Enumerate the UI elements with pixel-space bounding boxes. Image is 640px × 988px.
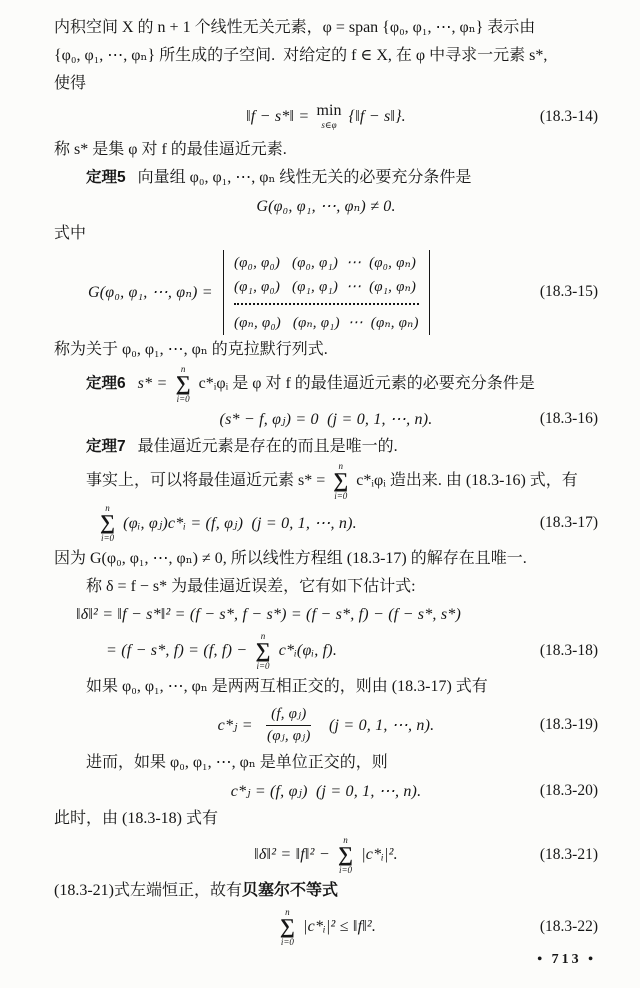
- sum-lower-limit: i=0: [280, 937, 294, 948]
- fact-line: [54, 461, 598, 502]
- best-approx-line: 称 s* 是集 φ 对 f 的最佳逼近元素.: [54, 141, 287, 158]
- bessel-pre: (18.3-21)式左端恒正，故有: [54, 882, 242, 900]
- eq16-formula: (s* − f, φⱼ) = 0 (j = 0, 1, ⋯, n).: [219, 410, 433, 428]
- min-limit: s∈φ: [321, 120, 337, 131]
- eq21-pre: ‖δ‖² = ‖f‖² −: [254, 846, 335, 864]
- determinant-row-2: (φ₁, φ₀) (φ₁, φ₁) ⋯ (φ₁, φₙ): [233, 278, 417, 295]
- intro-line-2: {φ₀, φ₁, ⋯, φₙ} 所生成的子空间. 对给定的 f ∈ X, 在 φ 中寻求一元素 s*,: [54, 47, 548, 64]
- orthogonal-line: 如果 φ₀, φ₁, ⋯, φₙ 是两两互相正交的，则由 (18.3-17) 式有: [86, 678, 488, 696]
- equation-18-3-20: [54, 777, 598, 805]
- sigma-icon: ∑: [333, 467, 349, 492]
- theorem6-label: 定理6: [86, 374, 126, 392]
- fraction-numerator: (f, φⱼ): [266, 705, 311, 726]
- sum-lower-limit: i=0: [334, 490, 348, 501]
- eq14-lhs: ‖f − s*‖ =: [246, 108, 314, 125]
- fact-post: c*ᵢφᵢ 造出来. 由 (18.3-16) 式，有: [352, 471, 578, 489]
- eq19-number: (18.3-19): [539, 716, 598, 734]
- theorem6-summation: [176, 364, 191, 405]
- eq20-formula: c*ⱼ = (f, φⱼ) (j = 0, 1, ⋯, n).: [230, 783, 422, 801]
- orthonormal-line: 进而，如果 φ₀, φ₁, ⋯, φₙ 是单位正交的，则: [86, 754, 388, 772]
- min-operator: [317, 103, 342, 130]
- theorem6-pre: s* =: [137, 374, 172, 392]
- equation-18-3-22: [54, 905, 598, 949]
- equation-18-3-17: [54, 501, 598, 545]
- fraction-denominator: (φⱼ, φⱼ): [267, 727, 311, 744]
- bessel-line: [54, 877, 598, 905]
- gram-condition-equation: [54, 192, 598, 220]
- sum-upper-limit: n: [338, 460, 343, 471]
- eq17-number: (18.3-17): [539, 514, 598, 532]
- equation-18-3-16: [54, 405, 598, 433]
- bessel-bold: 贝塞尔不等式: [242, 882, 339, 900]
- eq19-lhs: c*ⱼ =: [217, 717, 257, 735]
- eq18-summation: [256, 631, 271, 672]
- sum-lower-limit: i=0: [338, 865, 353, 876]
- eq19-rhs: (j = 0, 1, ⋯, n).: [320, 717, 435, 735]
- gram-condition-formula: G(φ₀, φ₁, ⋯, φₙ) ≠ 0.: [256, 198, 396, 215]
- theorem5-text: 向量组 φ₀, φ₁, ⋯, φₙ 线性无关的必要充分条件是: [137, 169, 472, 186]
- sigma-icon: ∑: [175, 371, 191, 396]
- eq22-summation: [280, 907, 295, 948]
- cishi-line: 此时，由 (18.3-18) 式有: [54, 810, 218, 828]
- equation-18-3-19: [54, 701, 598, 749]
- theorem-6: [54, 364, 598, 405]
- equation-18-3-18-line2: [54, 629, 598, 673]
- theorem6-post: c*ᵢφᵢ 是 φ 对 f 的最佳逼近元素的必要充分条件是: [194, 374, 535, 392]
- shizhong-line: 式中: [54, 225, 87, 242]
- sum-lower-limit: i=0: [176, 394, 190, 405]
- eq20-number: (18.3-20): [539, 782, 598, 800]
- theorem-5: [54, 164, 598, 192]
- eq21-post: |c*ᵢ|².: [357, 846, 398, 864]
- sum-lower-limit: i=0: [256, 661, 270, 672]
- determinant-row-3: (φₙ, φ₀) (φₙ, φ₁) ⋯ (φₙ, φₙ): [233, 314, 419, 331]
- sum-lower-limit: i=0: [100, 533, 115, 544]
- eq14-number: (18.3-14): [539, 108, 598, 125]
- eq21-summation: [338, 835, 353, 876]
- determinant-row-1: (φ₀, φ₀) (φ₀, φ₁) ⋯ (φ₀, φₙ): [233, 254, 417, 271]
- eq15-number: (18.3-15): [539, 283, 598, 300]
- eq21-number: (18.3-21): [539, 846, 598, 864]
- eq14-rhs: {‖f − s‖}.: [344, 108, 406, 125]
- eq18-number: (18.3-18): [539, 642, 598, 660]
- eq16-number: (18.3-16): [539, 409, 598, 427]
- sigma-icon: ∑: [100, 510, 115, 535]
- sum-upper-limit: n: [260, 630, 266, 641]
- min-label: min: [316, 102, 342, 120]
- theorem5-label: 定理5: [86, 169, 126, 186]
- fact-summation: [333, 461, 348, 502]
- theorem7-text: 最佳逼近元素是存在的而且是唯一的.: [137, 437, 398, 455]
- eq18-line1: ‖δ‖² = ‖f − s*‖² = (f − s*, f − s*) = (f − s*, f) − (f − s*, s*): [76, 606, 461, 624]
- eq19-fraction: [262, 705, 316, 746]
- eq22-number: (18.3-22): [539, 918, 598, 936]
- sum-upper-limit: n: [285, 906, 290, 917]
- equation-18-3-14: [54, 98, 598, 136]
- equation-18-3-18-line1: [54, 601, 598, 629]
- gram-name-line: 称为关于 φ₀, φ₁, ⋯, φₙ 的克拉默行列式.: [54, 341, 328, 358]
- delta-line: 称 δ = f − s* 为最佳逼近误差，它有如下估计式:: [86, 578, 416, 596]
- eq22-post: |c*ᵢ|² ≤ ‖f‖².: [298, 918, 377, 936]
- theorem7-label: 定理7: [86, 437, 126, 455]
- determinant-dots-row: [234, 303, 419, 306]
- sum-upper-limit: n: [343, 834, 348, 845]
- determinant-grid: [223, 250, 430, 335]
- sum-upper-limit: n: [105, 502, 110, 513]
- intro-line-1: 内积空间 X 的 n + 1 个线性无关元素，φ = span {φ₀, φ₁, ⋯, φₙ} 表示由: [54, 19, 536, 36]
- sum-upper-limit: n: [180, 364, 186, 374]
- eq17-rest: (φᵢ, φⱼ)c*ᵢ = (f, φⱼ) (j = 0, 1, ⋯, n).: [118, 515, 357, 533]
- eq15-lead: G(φ₀, φ₁, ⋯, φₙ) =: [88, 284, 217, 301]
- intro-line-3: 使得: [54, 75, 87, 92]
- because-line: 因为 G(φ₀, φ₁, ⋯, φₙ) ≠ 0, 所以线性方程组 (18.3-17) 的解存在且唯一.: [54, 550, 527, 568]
- eq18-line2-pre: = (f − s*, f) = (f, f) −: [106, 642, 252, 660]
- fact-pre: 事实上，可以将最佳逼近元素 s* =: [86, 471, 330, 489]
- theorem-7: [54, 433, 598, 461]
- sigma-icon: ∑: [279, 914, 295, 939]
- equation-18-3-21: [54, 833, 598, 877]
- equation-18-3-15: [54, 248, 598, 336]
- gram-determinant: [223, 250, 430, 335]
- sigma-icon: ∑: [338, 842, 353, 867]
- page-number: • 713 •: [537, 952, 596, 967]
- sigma-icon: ∑: [255, 638, 271, 663]
- eq18-line2-post: c*ᵢ(φᵢ, f).: [274, 642, 338, 660]
- eq17-summation: [100, 503, 115, 544]
